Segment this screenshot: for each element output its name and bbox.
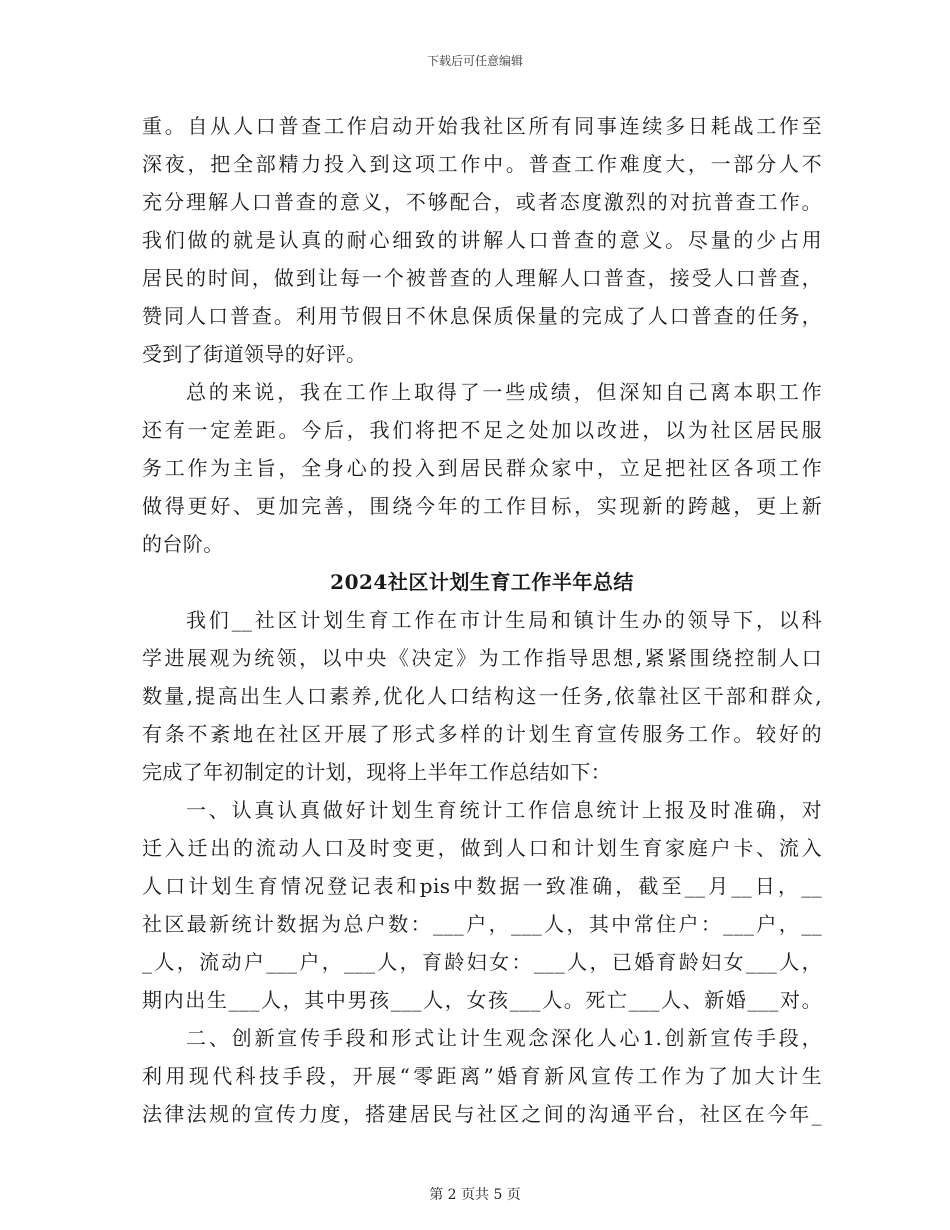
text-line: 迁入迁出的流动人口及时变更，做到人口和计划生育家庭户卡、流入 xyxy=(142,836,822,860)
article-title: 2024社区计划生育工作半年总结 xyxy=(330,570,634,594)
text-line: 期内出生___人，其中男孩___人，女孩___人。死亡___人、新婚___对。 xyxy=(142,988,822,1012)
paragraph-first-line: 二、创新宣传手段和形式让计生观念深化人心1.创新宣传手段， xyxy=(186,1026,822,1050)
text-line: 完成了年初制定的计划，现将上半年工作总结如下： xyxy=(142,760,612,784)
text-line: 做得更好、更加完善，围绕今年的工作目标，实现新的跨越，更上新 xyxy=(142,494,822,518)
text-line: 居民的时间，做到让每一个被普查的人理解人口普查，接受人口普查， xyxy=(142,266,822,290)
text-line: _人，流动户___户，___人，育龄妇女：___人，已婚育龄妇女___人， xyxy=(142,950,822,974)
paragraph-first-line: 总的来说，我在工作上取得了一些成绩，但深知自己离本职工作 xyxy=(186,380,822,404)
text-line: 利用现代科技手段，开展“零距离”婚育新风宣传工作为了加大计生 xyxy=(142,1064,822,1088)
page-footer: 第 2 页共 5 页 xyxy=(429,1187,521,1203)
text-line: 受到了街道领导的好评。 xyxy=(142,342,367,366)
text-line: 人口计划生育情况登记表和pis中数据一致准确，截至__月__日，__ xyxy=(142,874,822,898)
text-line: 还有一定差距。今后，我们将把不足之处加以改进，以为社区居民服 xyxy=(142,418,822,442)
text-line: 务工作为主旨，全身心的投入到居民群众家中，立足把社区各项工作 xyxy=(142,456,822,480)
text-line: 充分理解人口普查的意义，不够配合，或者态度激烈的对抗普查工作。 xyxy=(142,190,822,214)
text-line: 有条不紊地在社区开展了形式多样的计划生育宣传服务工作。较好的 xyxy=(142,722,822,746)
text-line: 重。自从人口普查工作启动开始我社区所有同事连续多日耗战工作至 xyxy=(142,114,822,138)
text-line: 我们做的就是认真的耐心细致的讲解人口普查的意义。尽量的少占用 xyxy=(142,228,822,252)
paragraph-first-line: 我们__社区计划生育工作在市计生局和镇计生办的领导下，以科 xyxy=(186,608,822,632)
text-line: 社区最新统计数据为总户数：___户，___人，其中常住户：___户，__ xyxy=(142,912,822,936)
text-line: 法律法规的宣传力度，搭建居民与社区之间的沟通平台，社区在今年_ xyxy=(142,1102,822,1126)
text-line: 的台阶。 xyxy=(142,532,224,556)
text-line: 深夜，把全部精力投入到这项工作中。普查工作难度大，一部分人不 xyxy=(142,152,822,176)
text-line: 赞同人口普查。利用节假日不休息保质保量的完成了人口普查的任务， xyxy=(142,304,822,328)
text-line: 学进展观为统领，以中央《决定》为工作指导思想,紧紧围绕控制人口 xyxy=(142,646,822,670)
page-header: 下载后可任意编辑 xyxy=(426,54,523,68)
document-body xyxy=(142,107,822,1133)
paragraph-first-line: 一、认真认真做好计划生育统计工作信息统计上报及时准确，对 xyxy=(186,798,822,822)
text-line: 数量,提高出生人口素养,优化人口结构这一任务,依靠社区干部和群众, xyxy=(142,684,822,708)
